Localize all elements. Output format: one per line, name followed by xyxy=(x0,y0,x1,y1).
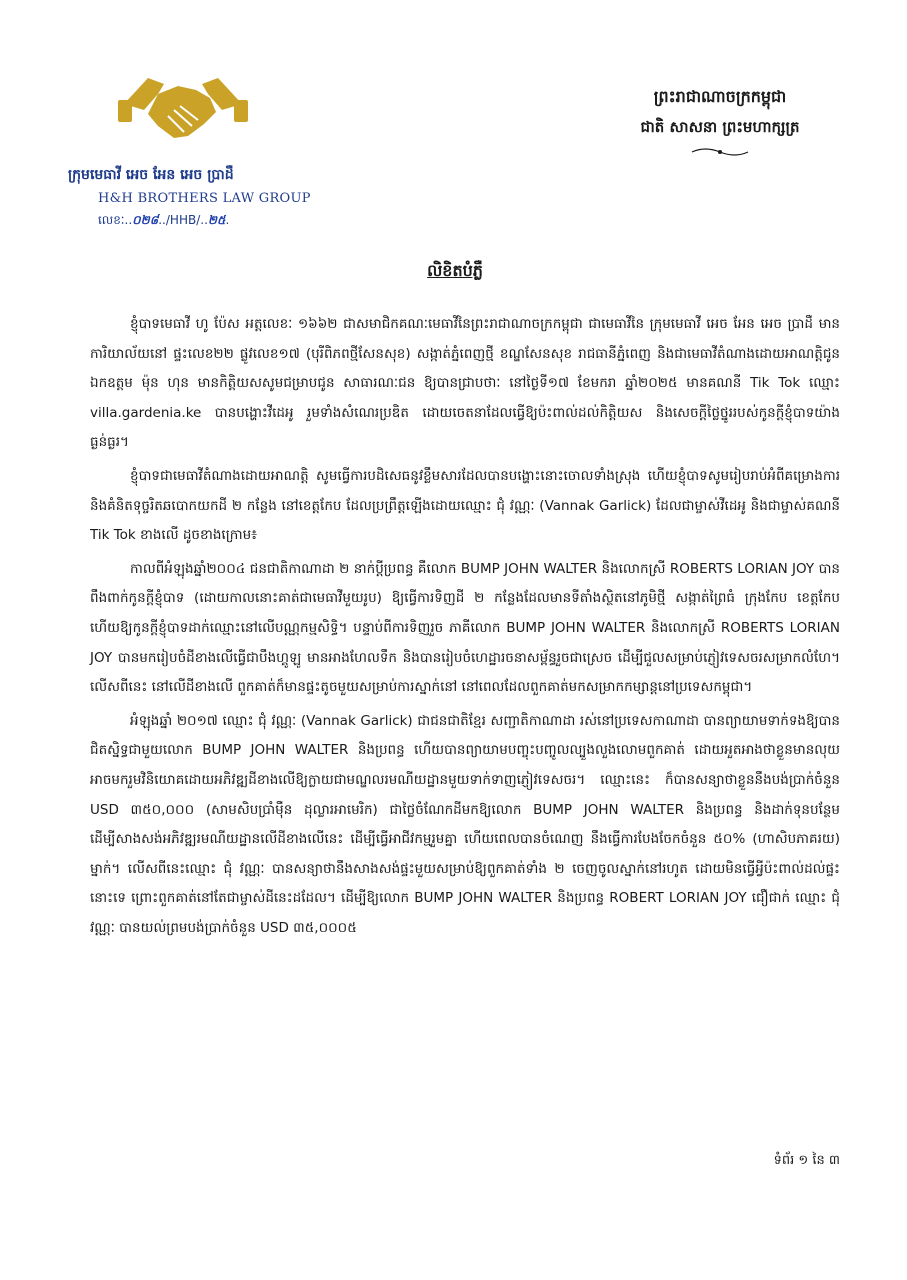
paragraph: កាលពីអំឡុងឆ្នាំ២០០៤ ជនជាតិកាណាដា ២ នាក់ប្តីប្រពន្ធ គឺលោក BUMP JOHN WALTER និងលោកស្រី ROBERTS LORIAN JOY បានពឹងពាក់កូនក្តីខ្ញុំបាទ (ដោយកាលនោះគាត់ជាមេធាវីមួយរូប) ឱ្យធ្វើការទិញដី ២ កន្លែងដែលមានទីតាំងស្ថិតនៅភូមិថ្មី សង្កាត់ព្រៃធំ ក្រុងកែប ខេត្តកែប ហើយឱ្យកូនក្តីខ្ញុំបាទដាក់ឈ្មោះនៅលើបណ្ណកម្មសិទ្ធិ។ បន្ទាប់ពីការទិញរួច ភាគីលោក BUMP JOHN WALTER និងលោកស្រី ROBERTS LORIAN JOY បានមករៀបចំដីខាងលើធ្វើជាបឹងហ្គូឡូ មានអាងហែលទឹក និងបានរៀបចំហេដ្ឋារចនាសម្ព័ន្ធរួចជាស្រេច ដើម្បីជួលសម្រាប់ភ្ញៀវទេសចរសម្រាកលំហែ។ លើសពីនេះ នៅលើដីខាងលើ ពួកគាត់ក៏មានផ្ទះតូចមួយសម្រាប់ការស្នាក់នៅ នៅពេលដែលពួកគាត់មកសម្រាកកម្សាន្តនៅប្រទេសកម្ពុជា។ xyxy=(90,560,840,696)
paragraph: ខ្ញុំបាទជាមេធាវីតំណាងដោយអាណត្តិ សូមធ្វើការបដិសេធនូវខ្លឹមសារដែលបានបង្ហោះនោះចោលទាំងស្រុង ហើយខ្ញុំបាទសូមរៀបរាប់អំពីគម្រោងការ និងគំនិតទុច្ចរិតឆបោកយកដី ២ កន្លែង នៅខេត្តកែប ដែលប្រព្រឹត្តឡើងដោយឈ្មោះ ជុំ វណ្ណៈ (Vannak Garlick) ដែលជាម្ចាស់វីដេអូ និងជាម្ចាស់គណនី Tik Tok ខាងលើ ដូចខាងក្រោម៖ xyxy=(90,467,840,544)
ornament-divider-icon xyxy=(690,145,750,159)
paragraph: ខ្ញុំបាទមេធាវី ហូ ប៉ែស អត្តលេខៈ ១៦៦២ ជាសមាជិកគណៈមេធាវីនៃព្រះរាជាណាចក្រកម្ពុជា ជាមេធាវីនៃ ក្រុមមេធាវី អេច អែន អេច ប្រាដឺ មានការិយាល័យនៅ ផ្ទះលេខ២២ ផ្លូវលេខ១៧ (បុរីពិភពថ្មីសែនសុខ) សង្កាត់ភ្នំពេញថ្មី ខណ្ឌសែនសុខ រាជធានីភ្នំពេញ និងជាមេធាវីតំណាងដោយអាណត្តិជូន ឯកឧត្តម ម៉ុន ហុន មានកិត្តិយសសូមជម្រាបជូន សាធារណៈជន ឱ្យបានជ្រាបថាៈ នៅថ្ងៃទី១៧ ខែមករា ឆ្នាំ២០២៥ មានគណនី Tik Tok ឈ្មោះ villa.gardenia.ke បានបង្ហោះវីដេអូ រួមទាំងសំណេរប្រឌិត ដោយចេតនាដែលធ្វើឱ្យប៉ះពាល់ដល់កិត្តិយស និងសេចក្តីថ្លៃថ្នូររបស់កូនក្តីខ្ញុំបាទយ៉ាងធ្ងន់ធ្ងរ។ xyxy=(90,316,840,451)
kingdom-heading: ព្រះរាជាណាចក្រកម្ពុជា xyxy=(653,87,787,106)
firm-name-khmer: ក្រុមមេធាវី អេច អែន អេច ប្រាដឺ xyxy=(68,167,234,183)
reference-number: លេខៈ..០២៨../HHB/..២៥. xyxy=(98,213,230,227)
national-motto: ជាតិ សាសនា ព្រះមហាក្សត្រ xyxy=(640,118,800,136)
ref-number: ០២៨ xyxy=(132,213,159,227)
letter-body xyxy=(90,310,840,947)
ref-prefix: លេខៈ xyxy=(98,213,125,227)
ref-year: ២៥ xyxy=(207,213,226,227)
ref-middle: /HHB/ xyxy=(165,213,201,227)
document-title: លិខិតបំភ្លឺ xyxy=(427,261,483,280)
handshake-logo-icon xyxy=(118,64,248,152)
page-number: ទំព័រ ១ នៃ ៣ xyxy=(773,1153,840,1168)
paragraph: អំឡុងឆ្នាំ ២០១៧ ឈ្មោះ ជុំ វណ្ណៈ (Vannak Garlick) ជាជនជាតិខ្មែរ សញ្ជាតិកាណាដា រស់នៅប្រទេសកាណាដា បានព្យាយាមទាក់ទងឱ្យបានជិតស្និទ្ធជាមួយលោក BUMP JOHN WALTER និងប្រពន្ធ ហើយបានព្យាយាមបញ្ចុះបញ្ចូលល្បួងលួងលោមពួកគាត់ ដោយអួតអាងថាខ្លួនមានលុយ អាចមករួមវិនិយោគដោយអភិវឌ្ឍដីខាងលើឱ្យក្លាយជាមណ្ឌលរមណីយដ្ឋានមួយទាក់ទាញភ្ញៀវទេសចរ។ ឈ្មោះនេះ ក៏បានសន្យាថាខ្លួននឹងបង់ប្រាក់ចំនួន USD ៣៥០,០០០ (សាមសិបប្រាំម៉ឺន ដុល្លារអាមេរិក) ជាថ្លៃចំណែកដីមកឱ្យលោក BUMP JOHN WALTER និងប្រពន្ធ និងដាក់ទុនបន្ថែមដើម្បីសាងសង់អភិវឌ្ឍរមណីយដ្ឋានលើដីខាងលើនេះ ដើម្បីធ្វើអាជីវកម្មរួមគ្នា ហើយពេលបានចំណេញ នឹងធ្វើការបែងចែកចំនួន ៥០% (ហាសិបភាគរយ) ម្នាក់។ លើសពីនេះឈ្មោះ ជុំ វណ្ណៈ បានសន្យាថានឹងសាងសង់ផ្ទះមួយសម្រាប់ឱ្យពួកគាត់ទាំង ២ ចេញចូលស្នាក់នៅរហូត ដោយមិនធ្វើអ្វីប៉ះពាល់ដល់ផ្ទះនោះទេ ព្រោះពួកគាត់នៅតែជាម្ចាស់ដីនេះដដែល។ ដើម្បីឱ្យលោក BUMP JOHN WALTER និងប្រពន្ធ ROBERT LORIAN JOY ជឿជាក់ ឈ្មោះ ជុំ វណ្ណៈ បានយល់ព្រមបង់ប្រាក់ចំនួន USD ៣៥,០០០៥ xyxy=(90,712,840,936)
firm-name-english: H&H BROTHERS LAW GROUP xyxy=(98,191,311,206)
